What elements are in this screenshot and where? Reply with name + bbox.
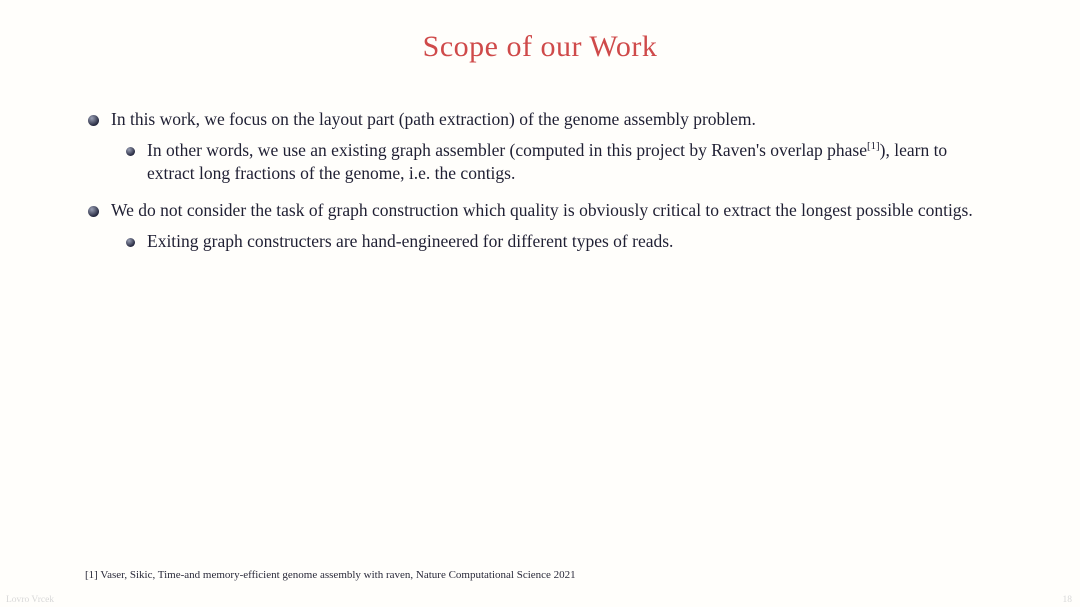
bullet-text-segment: ), learn to extract long fractions of the genome, i.e. the contigs. [147,140,948,184]
footnote-citation: [1] Vaser, Sikic, Time-and memory-efficient genome assembly with raven, Nature Computational Science 2021 [85,569,576,581]
bullet-text: Exiting graph constructers are hand-engineered for different types of reads. [147,231,674,252]
footer-page-number: 18 [1062,595,1072,605]
bullet-icon [88,206,99,217]
bullet-text: In this work, we focus on the layout part (path extraction) of the genome assembly problem. [111,109,756,129]
bullet-icon [88,115,99,126]
bullet-list [88,108,992,253]
list-item [126,230,992,253]
bullet-text: We do not consider the task of graph construction which quality is obviously critical to extract the longest possible contigs. [111,200,973,221]
bullet-icon [126,238,135,247]
slide-title: Scope of our Work [422,30,658,63]
citation-superscript: [1] [866,140,880,153]
bullet-icon [126,147,135,156]
bullet-text-segment: In other words, we use an existing graph assembler (computed in this project by Raven's overlap phase [147,140,867,161]
list-item [88,108,992,131]
footer-author: Lovro Vrcek [6,595,55,605]
list-item [126,139,992,185]
list-item [88,199,992,222]
bullet-text [147,139,992,185]
